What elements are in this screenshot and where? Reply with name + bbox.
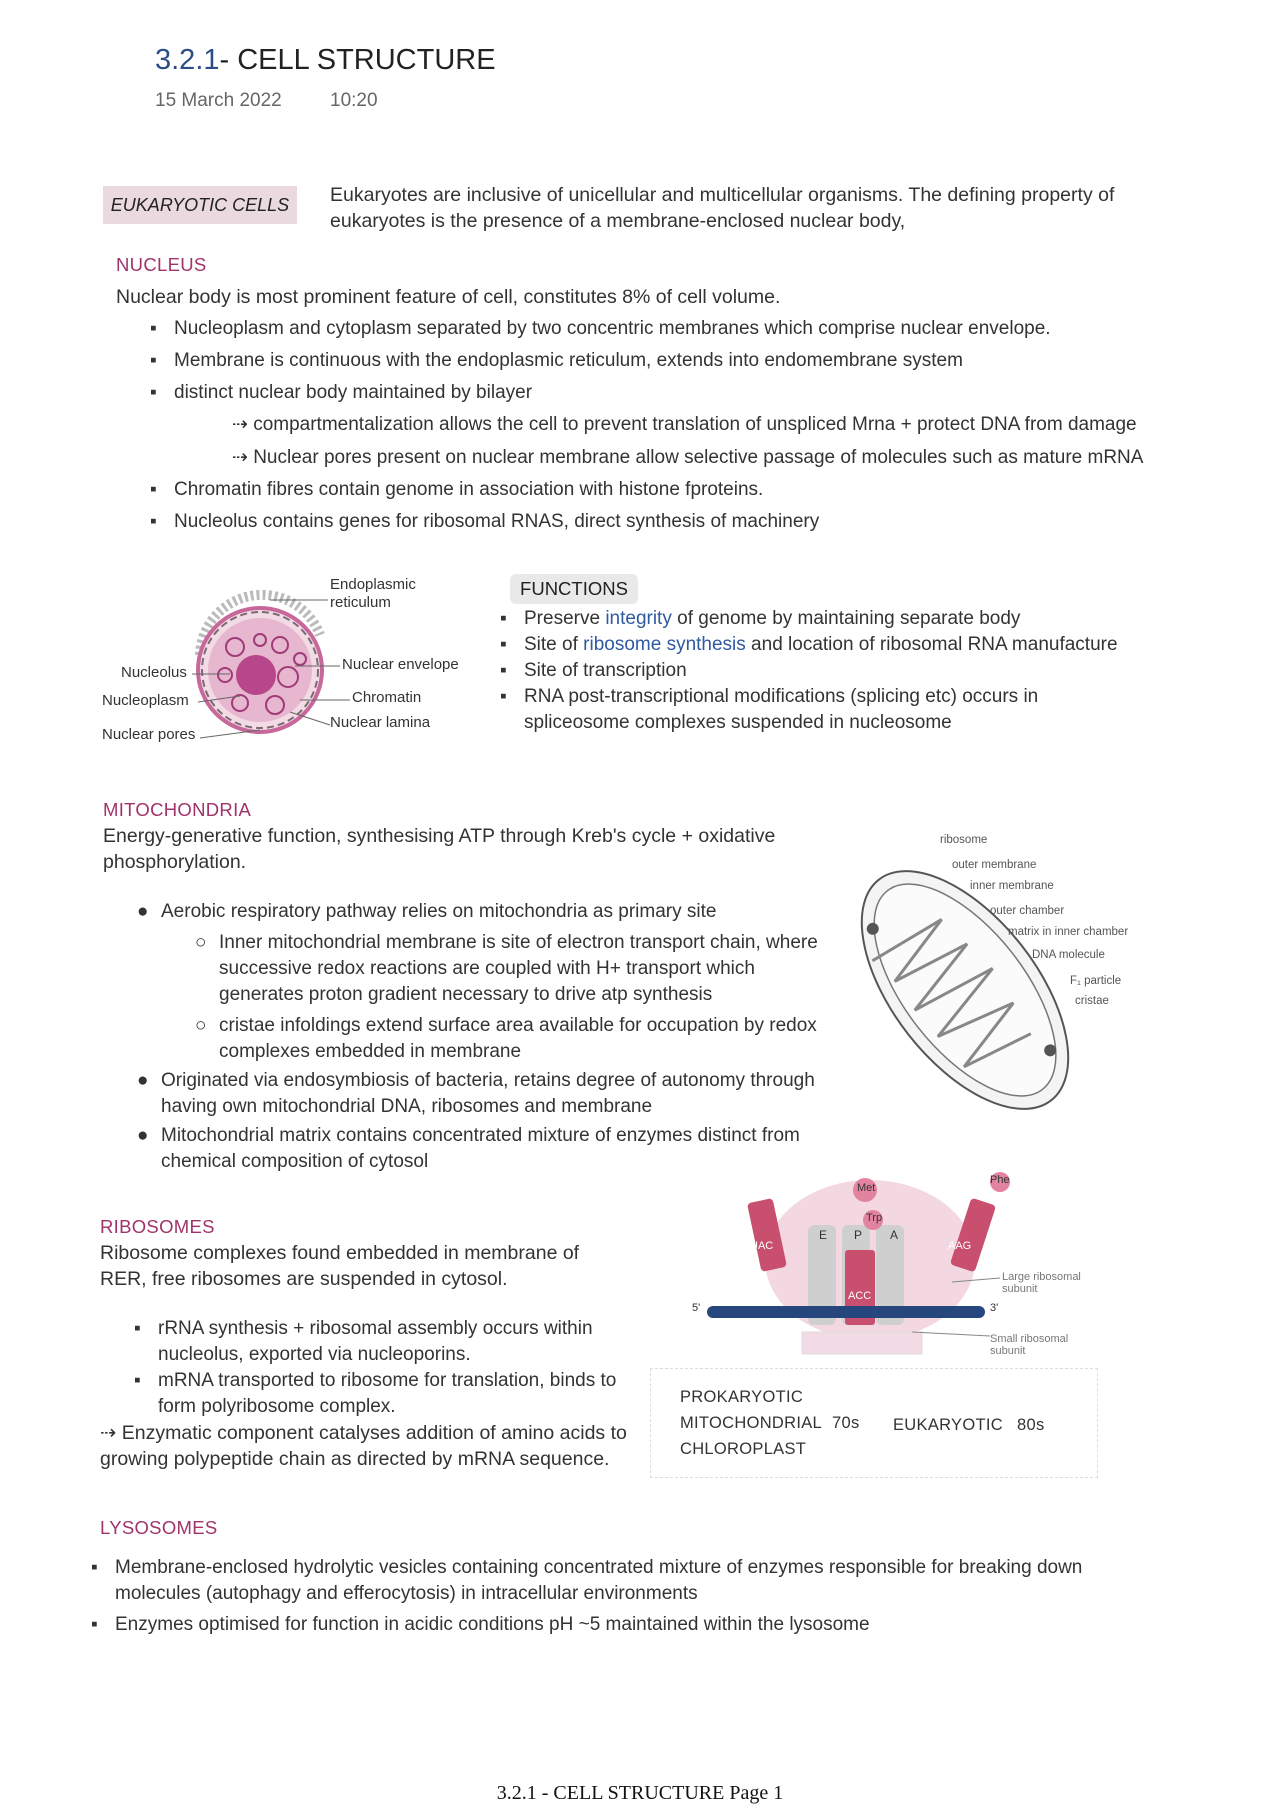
label-outer-membrane: outer membrane bbox=[952, 859, 1037, 871]
eukaryotic-label: EUKARYOTIC bbox=[893, 1416, 1003, 1434]
list-item: ▪ Membrane-enclosed hydrolytic vesicles containing concentrated mixture of enzymes responsible for breaking down molecules (autophagy and efferocytosis) in intracellular environments bbox=[91, 1557, 1083, 1604]
label-chromatin: Chromatin bbox=[352, 689, 422, 706]
ribo-b1: rRNA synthesis + ribosomal assembly occurs within nucleolus, exported via nucleoporins. bbox=[158, 1318, 593, 1365]
nucleus-arrow-1: ⇢ compartmentalization allows the cell to prevent translation of unspliced Mrna + protect DNA from damage bbox=[232, 414, 1137, 435]
mito-b1: Aerobic respiratory pathway relies on mitochondria as primary site bbox=[161, 901, 717, 922]
label-er-2: reticulum bbox=[330, 594, 391, 611]
label-e-site: E bbox=[819, 1228, 828, 1242]
eukaryotic-tag: EUKARYOTIC CELLS bbox=[103, 186, 297, 224]
list-item: ▪ Nucleoplasm and cytoplasm separated by two concentric membranes which comprise nuclear envelope. bbox=[150, 318, 1051, 339]
list-item-text: Chromatin fibres contain genome in association with histone fproteins. bbox=[174, 479, 764, 500]
list-item: ▪ distinct nuclear body maintained by bilayer bbox=[150, 382, 533, 403]
time-stamp: 10:20 bbox=[330, 90, 378, 111]
label-outer-chamber: outer chamber bbox=[990, 905, 1065, 917]
label-small-subunit: Small ribosomal subunit bbox=[990, 1333, 1069, 1357]
ribosomes-arrow: ⇢ Enzymatic component catalyses addition of amino acids to growing polypeptide chain as directed by mRNA sequence. bbox=[100, 1422, 627, 1470]
label-5prime: 5' bbox=[692, 1302, 701, 1314]
list-item: ● Aerobic respiratory pathway relies on mitochondria as primary site bbox=[137, 901, 717, 922]
label-uac: UAC bbox=[750, 1240, 774, 1252]
list-item: ▪ Site of transcription bbox=[500, 660, 687, 681]
label-a-site: A bbox=[890, 1228, 899, 1242]
list-item: ▪ rRNA synthesis + ribosomal assembly occurs within nucleolus, exported via nucleoporins. bbox=[134, 1318, 593, 1365]
list-item-text: Nucleoplasm and cytoplasm separated by two concentric membranes which comprise nuclear envelope. bbox=[174, 318, 1051, 339]
label-phe: Phe bbox=[990, 1174, 1010, 1186]
label-nucleoplasm: Nucleoplasm bbox=[102, 692, 189, 709]
list-item: ▪ mRNA transported to ribosome for translation, binds to form polyribosome complex. bbox=[134, 1370, 617, 1417]
80s-value: 80s bbox=[1017, 1416, 1045, 1434]
ribosomes-lead: Ribosome complexes found embedded in membrane of RER, free ribosomes are suspended in cytosol. bbox=[100, 1242, 580, 1290]
f1-post: of genome by maintaining separate body bbox=[671, 608, 1021, 629]
mitochondria-lead: Energy-generative function, synthesising ATP through Kreb's cycle + oxidative phosphorylation. bbox=[103, 825, 776, 873]
page-footer: 3.2.1 - CELL STRUCTURE Page 1 bbox=[496, 1782, 784, 1804]
prokaryotic-label: PROKARYOTIC bbox=[680, 1388, 804, 1406]
f1-pre: Preserve bbox=[524, 608, 606, 629]
f4-text: RNA post-transcriptional modifications (splicing etc) occurs in spliceosome complexes suspended in nucleosome bbox=[524, 686, 1039, 733]
mitochondria-heading: MITOCHONDRIA bbox=[103, 799, 252, 820]
ribosomes-heading: RIBOSOMES bbox=[100, 1216, 215, 1237]
lysosomes-heading: LYSOSOMES bbox=[100, 1517, 218, 1538]
label-inner-membrane: inner membrane bbox=[970, 880, 1054, 892]
title-number: 3.2.1 bbox=[155, 44, 220, 76]
f2-post: and location of ribosomal RNA manufacture bbox=[745, 634, 1118, 655]
list-item: ▪ Site of ribosome synthesis and location of ribosomal RNA manufacture bbox=[500, 634, 1118, 655]
functions-heading: FUNCTIONS bbox=[510, 574, 638, 604]
list-item: ○ cristae infoldings extend surface area available for occupation by redox complexes embedded in membrane bbox=[195, 1015, 817, 1062]
list-item-text: Nucleolus contains genes for ribosomal RNAS, direct synthesis of machinery bbox=[174, 511, 820, 532]
f2-pre: Site of bbox=[524, 634, 584, 655]
f2-link[interactable]: ribosome synthesis bbox=[583, 634, 746, 655]
label-ribosome: ribosome bbox=[940, 834, 988, 846]
ribo-b2: mRNA transported to ribosome for translation, binds to form polyribosome complex. bbox=[158, 1370, 617, 1417]
label-aag: AAG bbox=[948, 1240, 972, 1252]
list-item-text: distinct nuclear body maintained by bilayer bbox=[174, 382, 533, 403]
label-lamina: Nuclear lamina bbox=[330, 714, 431, 731]
list-item: ▪ Preserve integrity of genome by maintaining separate body bbox=[500, 608, 1021, 629]
eukaryotic-intro: Eukaryotes are inclusive of unicellular and multicellular organisms. The defining property of eukaryotes is the presence of a membrane-enclosed nuclear body, bbox=[330, 184, 1115, 232]
label-p-site: P bbox=[854, 1228, 863, 1242]
nucleus-arrow-2: ⇢ Nuclear pores present on nuclear membrane allow selective passage of molecules such as mature mRNA bbox=[232, 447, 1144, 468]
list-item-text: Membrane is continuous with the endoplasmic reticulum, extends into endomembrane system bbox=[174, 350, 963, 371]
label-trp: Trp bbox=[866, 1212, 883, 1224]
label-large-subunit: Large ribosomal subunit bbox=[1002, 1271, 1081, 1295]
list-item: ▪ Membrane is continuous with the endoplasmic reticulum, extends into endomembrane system bbox=[150, 350, 963, 371]
list-item: ▪ Nucleolus contains genes for ribosomal RNAS, direct synthesis of machinery bbox=[150, 511, 820, 532]
label-nucleolus: Nucleolus bbox=[121, 664, 187, 681]
label-pores: Nuclear pores bbox=[102, 726, 196, 743]
70s-value: 70s bbox=[832, 1414, 860, 1432]
label-dna: DNA molecule bbox=[1032, 949, 1105, 961]
list-item: ● Originated via endosymbiosis of bacteria, retains degree of autonomy through having own mitochondrial DNA, ribosomes and membrane bbox=[137, 1070, 815, 1117]
nucleus-heading: NUCLEUS bbox=[116, 254, 207, 275]
label-matrix: matrix in inner chamber bbox=[1008, 926, 1129, 938]
label-cristae: cristae bbox=[1075, 995, 1109, 1007]
label-3prime: 3' bbox=[990, 1302, 999, 1314]
mito-b3: Mitochondrial matrix contains concentrated mixture of enzymes distinct from chemical composition of cytosol bbox=[161, 1125, 800, 1172]
nucleus-lead: Nuclear body is most prominent feature of cell, constitutes 8% of cell volume. bbox=[116, 286, 781, 308]
list-item: ▪ RNA post-transcriptional modifications (splicing etc) occurs in spliceosome complexes suspended in nucleosome bbox=[500, 686, 1039, 733]
mito-b1b: cristae infoldings extend surface area available for occupation by redox complexes embedded in membrane bbox=[219, 1015, 817, 1062]
page-title bbox=[155, 44, 496, 77]
list-item: ▪ Chromatin fibres contain genome in association with histone fproteins. bbox=[150, 479, 764, 500]
label-envelope: Nuclear envelope bbox=[342, 656, 459, 673]
label-acc: ACC bbox=[848, 1290, 872, 1302]
list-item: ○ Inner mitochondrial membrane is site of electron transport chain, where successive redox reactions are coupled with H+ transport which generates proton gradient necessary to drive atp synthesis bbox=[195, 932, 818, 1005]
list-item: ● Mitochondrial matrix contains concentrated mixture of enzymes distinct from chemical composition of cytosol bbox=[137, 1125, 800, 1172]
label-f1: F₁ particle bbox=[1070, 975, 1122, 987]
f1-link[interactable]: integrity bbox=[605, 608, 672, 629]
mito-b1a: Inner mitochondrial membrane is site of electron transport chain, where successive redox reactions are coupled with H+ transport which generates proton gradient necessary to drive atp synthesis bbox=[219, 932, 818, 1005]
lyso-b1: Membrane-enclosed hydrolytic vesicles containing concentrated mixture of enzymes responsible for breaking down molecules (autophagy and efferocytosis) in intracellular environments bbox=[115, 1557, 1083, 1604]
f3-text: Site of transcription bbox=[524, 660, 687, 681]
mito-b2: Originated via endosymbiosis of bacteria, retains degree of autonomy through having own mitochondrial DNA, ribosomes and membrane bbox=[161, 1070, 815, 1117]
date-stamp: 15 March 2022 bbox=[155, 90, 282, 111]
label-er: Endoplasmic bbox=[330, 576, 416, 593]
label-met: Met bbox=[857, 1182, 876, 1194]
mitochondrial-label: MITOCHONDRIAL bbox=[680, 1414, 823, 1432]
title-text: - CELL STRUCTURE bbox=[219, 44, 496, 76]
nucleus-leader-lines bbox=[100, 580, 460, 750]
list-item: ▪ Enzymes optimised for function in acidic conditions pH ~5 maintained within the lysosome bbox=[91, 1614, 870, 1635]
chloroplast-label: CHLOROPLAST bbox=[680, 1440, 807, 1458]
lyso-b2: Enzymes optimised for function in acidic conditions pH ~5 maintained within the lysosome bbox=[115, 1614, 870, 1635]
